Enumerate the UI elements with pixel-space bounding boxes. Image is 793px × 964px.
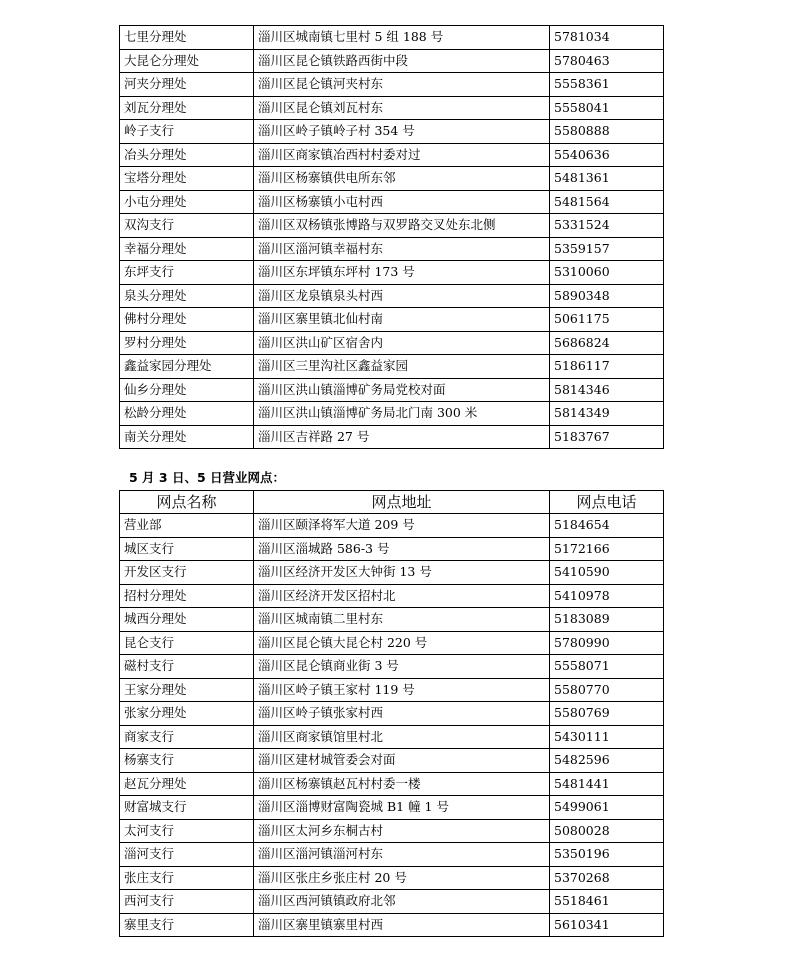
branch-name-cell: 罗村分理处 — [120, 331, 254, 355]
branch-address-cell: 淄川区杨寨镇赵瓦村村委一楼 — [254, 772, 550, 796]
table-row — [120, 866, 664, 890]
branch-phone-cell: 5814349 — [550, 402, 664, 426]
table-row — [120, 26, 664, 50]
table-row — [120, 584, 664, 608]
branch-name-cell: 东坪支行 — [120, 261, 254, 285]
table-row — [120, 655, 664, 679]
branch-name-cell: 刘瓦分理处 — [120, 96, 254, 120]
table-row — [120, 425, 664, 449]
branch-phone-cell: 5558071 — [550, 655, 664, 679]
branch-phone-cell: 5350196 — [550, 843, 664, 867]
branch-address-cell: 淄川区淄河镇淄河村东 — [254, 843, 550, 867]
branch-address-cell: 淄川区昆仑镇河夹村东 — [254, 73, 550, 97]
table-row — [120, 308, 664, 332]
branch-address-cell: 淄川区寨里镇北仙村南 — [254, 308, 550, 332]
branch-address-cell: 淄川区杨寨镇小屯村西 — [254, 190, 550, 214]
branch-phone-cell: 5410978 — [550, 584, 664, 608]
branch-phone-cell: 5518461 — [550, 890, 664, 914]
table-row — [120, 608, 664, 632]
branch-phone-cell: 5184654 — [550, 514, 664, 538]
branch-table-2-body — [120, 514, 664, 937]
branch-phone-cell: 5558361 — [550, 73, 664, 97]
table-row — [120, 749, 664, 773]
table-row — [120, 631, 664, 655]
branch-address-cell: 淄川区寨里镇寨里村西 — [254, 913, 550, 937]
branch-address-cell: 淄川区建材城管委会对面 — [254, 749, 550, 773]
branch-phone-cell: 5686824 — [550, 331, 664, 355]
branch-phone-cell: 5482596 — [550, 749, 664, 773]
branch-phone-cell: 5183767 — [550, 425, 664, 449]
branch-phone-cell: 5370268 — [550, 866, 664, 890]
branch-phone-cell: 5580770 — [550, 678, 664, 702]
branch-name-cell: 双沟支行 — [120, 214, 254, 238]
branch-name-cell: 太河支行 — [120, 819, 254, 843]
branch-name-cell: 小屯分理处 — [120, 190, 254, 214]
branch-phone-cell: 5780990 — [550, 631, 664, 655]
branch-name-cell: 赵瓦分理处 — [120, 772, 254, 796]
branch-table-1 — [119, 25, 664, 449]
table-row — [120, 772, 664, 796]
branch-address-cell: 淄川区龙泉镇泉头村西 — [254, 284, 550, 308]
branch-phone-cell: 5481361 — [550, 167, 664, 191]
branch-address-cell: 淄川区淄城路 586-3 号 — [254, 537, 550, 561]
branch-address-cell: 淄川区吉祥路 27 号 — [254, 425, 550, 449]
branch-phone-cell: 5780463 — [550, 49, 664, 73]
branch-address-cell: 淄川区昆仑镇商业街 3 号 — [254, 655, 550, 679]
branch-name-cell: 佛村分理处 — [120, 308, 254, 332]
table-row — [120, 890, 664, 914]
branch-phone-cell: 5359157 — [550, 237, 664, 261]
branch-name-cell: 西河支行 — [120, 890, 254, 914]
branch-name-cell: 张家分理处 — [120, 702, 254, 726]
branch-phone-cell: 5310060 — [550, 261, 664, 285]
branch-phone-cell: 5183089 — [550, 608, 664, 632]
table-row — [120, 167, 664, 191]
branch-phone-cell: 5061175 — [550, 308, 664, 332]
branch-phone-cell: 5186117 — [550, 355, 664, 379]
table-row — [120, 143, 664, 167]
branch-table-1-body — [120, 26, 664, 449]
branch-name-cell: 城区支行 — [120, 537, 254, 561]
table-row — [120, 237, 664, 261]
branch-phone-cell: 5499061 — [550, 796, 664, 820]
branch-address-cell: 淄川区经济开发区招村北 — [254, 584, 550, 608]
table-row — [120, 796, 664, 820]
branch-address-cell: 淄川区颐泽将军大道 209 号 — [254, 514, 550, 538]
branch-name-cell: 城西分理处 — [120, 608, 254, 632]
table-header-row — [120, 491, 664, 514]
branch-address-cell: 淄川区双杨镇张博路与双罗路交叉处东北侧 — [254, 214, 550, 238]
branch-phone-cell: 5610341 — [550, 913, 664, 937]
branch-name-cell: 宝塔分理处 — [120, 167, 254, 191]
table-row — [120, 702, 664, 726]
branch-phone-cell: 5540636 — [550, 143, 664, 167]
table-row — [120, 355, 664, 379]
branch-name-cell: 昆仑支行 — [120, 631, 254, 655]
branch-phone-cell: 5080028 — [550, 819, 664, 843]
branch-phone-cell: 5331524 — [550, 214, 664, 238]
table-row — [120, 402, 664, 426]
table-row — [120, 190, 664, 214]
table-row — [120, 96, 664, 120]
branch-address-cell: 淄川区太河乡东桐古村 — [254, 819, 550, 843]
branch-name-cell: 冶头分理处 — [120, 143, 254, 167]
branch-address-cell: 淄川区城南镇二里村东 — [254, 608, 550, 632]
branch-name-cell: 鑫益家园分理处 — [120, 355, 254, 379]
branch-name-cell: 财富城支行 — [120, 796, 254, 820]
table-row — [120, 678, 664, 702]
branch-name-cell: 营业部 — [120, 514, 254, 538]
branch-name-cell: 淄河支行 — [120, 843, 254, 867]
table-row — [120, 73, 664, 97]
branch-address-cell: 淄川区经济开发区大钟街 13 号 — [254, 561, 550, 585]
branch-name-cell: 寨里支行 — [120, 913, 254, 937]
branch-address-cell: 淄川区东坪镇东坪村 173 号 — [254, 261, 550, 285]
branch-name-cell: 幸福分理处 — [120, 237, 254, 261]
branch-address-cell: 淄川区岭子镇王家村 119 号 — [254, 678, 550, 702]
table-row — [120, 913, 664, 937]
branch-name-cell: 商家支行 — [120, 725, 254, 749]
header-branch-name: 网点名称 — [120, 491, 254, 514]
branch-address-cell: 淄川区西河镇镇政府北邻 — [254, 890, 550, 914]
header-branch-phone: 网点电话 — [550, 491, 664, 514]
table-row — [120, 378, 664, 402]
branch-phone-cell: 5430111 — [550, 725, 664, 749]
branch-address-cell: 淄川区昆仑镇大昆仑村 220 号 — [254, 631, 550, 655]
branch-address-cell: 淄川区昆仑镇刘瓦村东 — [254, 96, 550, 120]
branch-phone-cell: 5580888 — [550, 120, 664, 144]
section-heading: 5 月 3 日、5 日营业网点： — [129, 470, 286, 485]
table-row — [120, 49, 664, 73]
branch-name-cell: 松龄分理处 — [120, 402, 254, 426]
table-row — [120, 537, 664, 561]
branch-address-cell: 淄川区昆仑镇铁路西街中段 — [254, 49, 550, 73]
branch-name-cell: 磁村支行 — [120, 655, 254, 679]
branch-address-cell: 淄川区洪山镇淄博矿务局党校对面 — [254, 378, 550, 402]
table-row — [120, 331, 664, 355]
branch-phone-cell: 5481564 — [550, 190, 664, 214]
table-row — [120, 261, 664, 285]
branch-address-cell: 淄川区张庄乡张庄村 20 号 — [254, 866, 550, 890]
branch-name-cell: 大昆仑分理处 — [120, 49, 254, 73]
table-row — [120, 214, 664, 238]
branch-name-cell: 七里分理处 — [120, 26, 254, 50]
branch-address-cell: 淄川区城南镇七里村 5 组 188 号 — [254, 26, 550, 50]
branch-address-cell: 淄川区三里沟社区鑫益家园 — [254, 355, 550, 379]
table-row — [120, 284, 664, 308]
branch-address-cell: 淄川区商家镇冶西村村委对过 — [254, 143, 550, 167]
branch-phone-cell: 5481441 — [550, 772, 664, 796]
branch-name-cell: 招村分理处 — [120, 584, 254, 608]
branch-name-cell: 王家分理处 — [120, 678, 254, 702]
branch-name-cell: 河夹分理处 — [120, 73, 254, 97]
branch-phone-cell: 5172166 — [550, 537, 664, 561]
branch-address-cell: 淄川区洪山矿区宿舍内 — [254, 331, 550, 355]
branch-table-2 — [119, 490, 664, 937]
branch-phone-cell: 5781034 — [550, 26, 664, 50]
branch-name-cell: 杨寨支行 — [120, 749, 254, 773]
table-row — [120, 843, 664, 867]
header-branch-address: 网点地址 — [254, 491, 550, 514]
branch-name-cell: 泉头分理处 — [120, 284, 254, 308]
branch-phone-cell: 5814346 — [550, 378, 664, 402]
branch-address-cell: 淄川区杨寨镇供电所东邻 — [254, 167, 550, 191]
branch-phone-cell: 5890348 — [550, 284, 664, 308]
branch-address-cell: 淄川区淄河镇幸福村东 — [254, 237, 550, 261]
branch-address-cell: 淄川区岭子镇岭子村 354 号 — [254, 120, 550, 144]
branch-address-cell: 淄川区淄博财富陶瓷城 B1 幢 1 号 — [254, 796, 550, 820]
branch-name-cell: 开发区支行 — [120, 561, 254, 585]
table-row — [120, 725, 664, 749]
branch-phone-cell: 5558041 — [550, 96, 664, 120]
branch-address-cell: 淄川区洪山镇淄博矿务局北门南 300 米 — [254, 402, 550, 426]
branch-name-cell: 岭子支行 — [120, 120, 254, 144]
table-row — [120, 561, 664, 585]
branch-name-cell: 张庄支行 — [120, 866, 254, 890]
branch-phone-cell: 5580769 — [550, 702, 664, 726]
branch-address-cell: 淄川区岭子镇张家村西 — [254, 702, 550, 726]
branch-name-cell: 南关分理处 — [120, 425, 254, 449]
table-row — [120, 819, 664, 843]
branch-phone-cell: 5410590 — [550, 561, 664, 585]
table-row — [120, 120, 664, 144]
branch-name-cell: 仙乡分理处 — [120, 378, 254, 402]
branch-address-cell: 淄川区商家镇馆里村北 — [254, 725, 550, 749]
table-row — [120, 514, 664, 538]
